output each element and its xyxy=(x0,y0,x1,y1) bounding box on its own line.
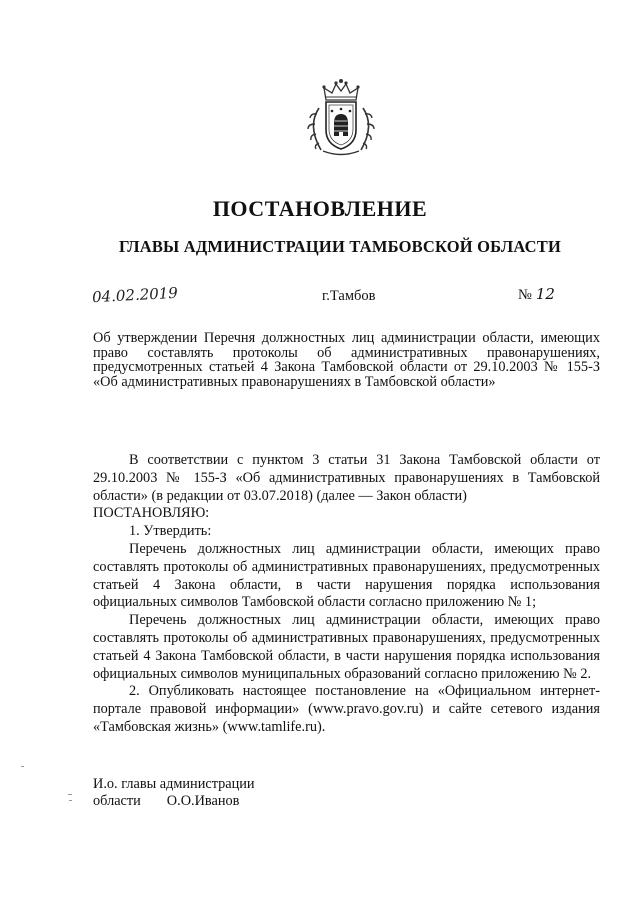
signature-block xyxy=(93,776,255,810)
scan-mark xyxy=(21,766,24,767)
number-value: 12 xyxy=(535,285,555,303)
signer-position-cont: области xyxy=(93,793,141,809)
item-2: 2. Опубликовать настоящее постановление на «Официальном интернет-портале правовой информации» (www.pravo.gov.ru) и сайте сетевого издания «Тамбовская жизнь» (www.tamlife.ru). xyxy=(93,683,600,735)
intro-paragraph: В соответствии с пунктом 3 статьи 31 Закона Тамбовской области от 29.10.2003 № 155-З «Об административных правонарушениях в Тамбовской области» (в редакции от 03.07.2018) (далее — Закон области) xyxy=(93,452,600,504)
document-body xyxy=(93,452,600,737)
document-subject: Об утверждении Перечня должностных лиц администрации области, имеющих право составлять протоколы об административных правонарушениях, предусмотренных статьей 4 Закона Тамбовской области от 29.10.2003 № 155-З «Об административных правонарушениях в Тамбовской области» xyxy=(93,330,600,390)
document-title: ПОСТАНОВЛЕНИЕ xyxy=(212,196,428,221)
scan-mark xyxy=(68,794,72,795)
document-city: г.Тамбов xyxy=(322,288,376,304)
document-date: 04.02.2019 xyxy=(91,283,179,307)
coat-of-arms-icon xyxy=(299,78,383,160)
signer-position: И.о. главы администрации xyxy=(93,776,255,792)
signer-name: О.О.Иванов xyxy=(166,793,240,809)
document-subtitle: ГЛАВЫ АДМИНИСТРАЦИИ ТАМБОВСКОЙ ОБЛАСТИ xyxy=(119,237,561,256)
decree-word: ПОСТАНОВЛЯЮ: xyxy=(93,505,210,522)
list-item-appendix-1: Перечень должностных лиц администрации области, имеющих право составлять протоколы об административных правонарушениях, предусмотренных статьей 4 Закона области, в части нарушения порядка использования официальных символов Тамбовской области согласно приложению № 1; xyxy=(93,540,600,611)
scan-mark xyxy=(69,800,72,801)
number-prefix: № xyxy=(518,287,532,303)
document-number xyxy=(518,285,555,304)
item-1: 1. Утвердить: xyxy=(129,523,212,540)
list-item-appendix-2: Перечень должностных лиц администрации области, имеющих право составлять протоколы об административных правонарушениях, предусмотренных статьей 4 Закона Тамбовской области, в части нарушения порядка использования официальных символов муниципальных образований согласно приложению № 2. xyxy=(93,612,600,682)
